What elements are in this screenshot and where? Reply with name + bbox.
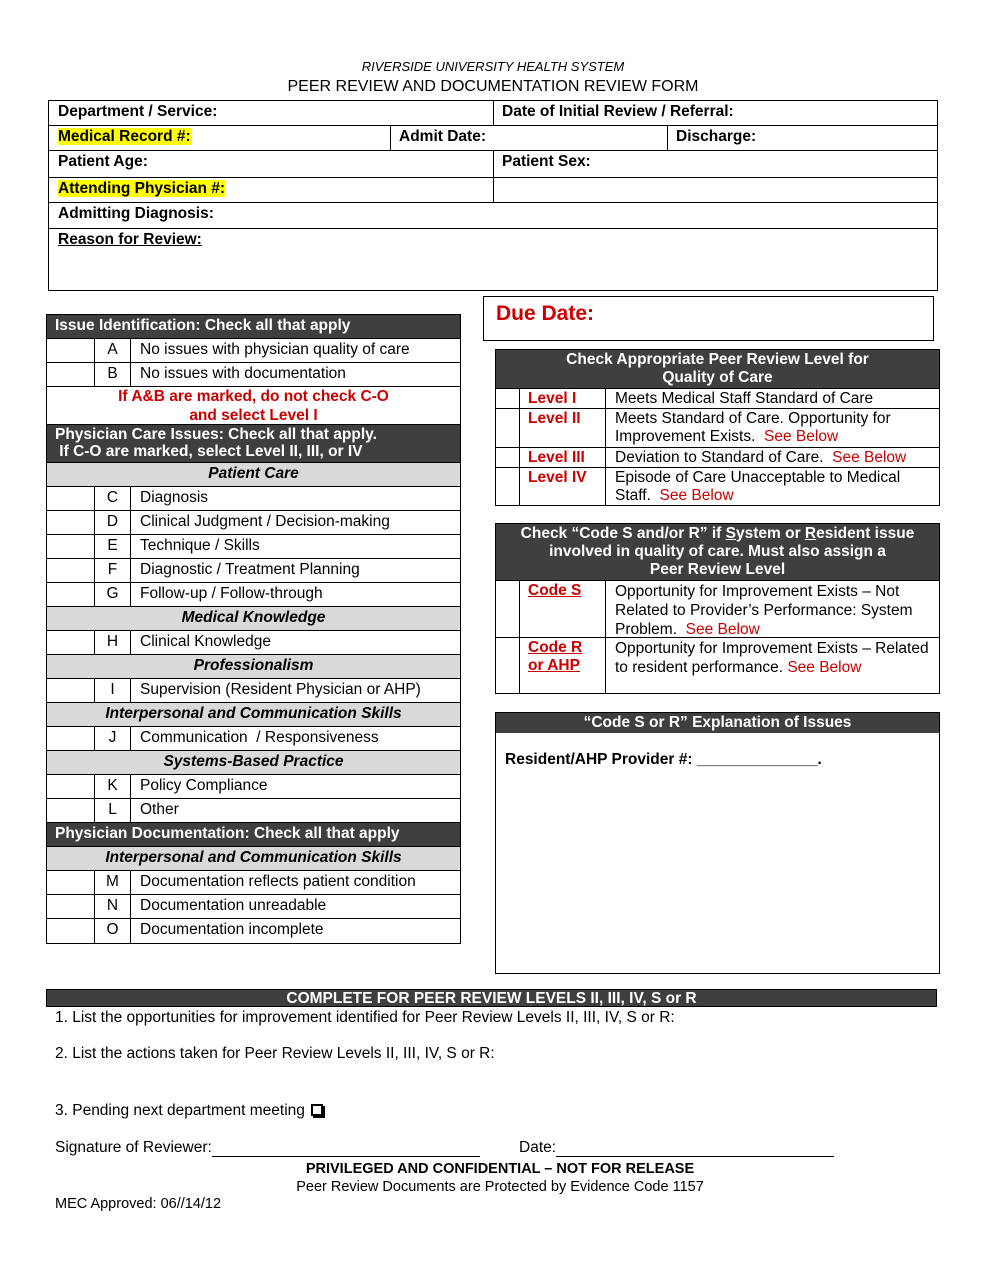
reason-for-review-label: Reason for Review: (58, 231, 202, 248)
level-row-1: Level I Meets Medical Staff Standard of Care (496, 388, 939, 408)
ab-warning: If A&B are marked, do not check C-O and select Level I (47, 387, 460, 425)
patient-care-subheader: Patient Care (47, 463, 460, 487)
checkbox-h[interactable] (47, 631, 95, 654)
systems-subheader: Systems-Based Practice (47, 751, 460, 775)
date-initial-review-label: Date of Initial Review / Referral: (502, 103, 734, 120)
checkbox-k[interactable] (47, 775, 95, 798)
professionalism-subheader: Professionalism (47, 655, 460, 679)
department-label: Department / Service: (58, 103, 218, 120)
patient-sex-label: Patient Sex: (502, 153, 591, 170)
discharge-label: Discharge: (676, 128, 757, 145)
checklist-row-j: J Communication / Responsiveness (47, 727, 460, 751)
checklist-row-n: N Documentation unreadable (47, 895, 460, 919)
checkbox-d[interactable] (47, 511, 95, 534)
code-s-row: Code S Opportunity for Improvement Exists – Not Related to Provider’s Performance: System Problem. See Below (496, 580, 939, 637)
physician-documentation-header: Physician Documentation: Check all that apply (47, 823, 460, 847)
admitting-diagnosis-label: Admitting Diagnosis: (58, 205, 214, 222)
checklist-row-e: E Technique / Skills (47, 535, 460, 559)
level-4-checkbox[interactable] (496, 468, 520, 505)
checkbox-j[interactable] (47, 727, 95, 750)
resident-provider-label: Resident/AHP Provider #: ______________. (505, 751, 822, 768)
level-1-checkbox[interactable] (496, 389, 520, 408)
checklist-row-h: H Clinical Knowledge (47, 631, 460, 655)
peer-review-level-table (495, 349, 940, 506)
explanation-box[interactable] (495, 712, 940, 974)
code-r-row: Code R or AHP Opportunity for Improvement Exists – Related to resident performance. See Below (496, 637, 939, 693)
checkbox-f[interactable] (47, 559, 95, 582)
pending-meeting-checkbox[interactable] (311, 1104, 323, 1116)
checklist-row-l: L Other (47, 799, 460, 823)
physician-care-header: Physician Care Issues: Check all that apply. If C-O are marked, select Level II, III, or IV (47, 425, 460, 463)
checklist-row-b: B No issues with documentation (47, 363, 460, 387)
checklist-row-f: F Diagnostic / Treatment Planning (47, 559, 460, 583)
checklist-row-c: C Diagnosis (47, 487, 460, 511)
checkbox-e[interactable] (47, 535, 95, 558)
date-field[interactable] (556, 1156, 834, 1157)
documentation-subheader: Interpersonal and Communication Skills (47, 847, 460, 871)
code-s-r-table (495, 523, 940, 694)
checkbox-l[interactable] (47, 799, 95, 822)
privileged-notice: PRIVILEGED AND CONFIDENTIAL – NOT FOR RELEASE (305, 1161, 695, 1177)
patient-age-label: Patient Age: (58, 153, 148, 170)
code-s-checkbox[interactable] (496, 581, 520, 637)
checklist-row-g: G Follow-up / Follow-through (47, 583, 460, 607)
attending-physician-label: Attending Physician #: (58, 180, 226, 197)
organization-name: RIVERSIDE UNIVERSITY HEALTH SYSTEM (361, 59, 625, 74)
level-3-checkbox[interactable] (496, 448, 520, 467)
protected-notice: Peer Review Documents are Protected by Evidence Code 1157 (296, 1179, 704, 1195)
issue-identification-header: Issue Identification: Check all that apply (47, 315, 460, 339)
medical-knowledge-subheader: Medical Knowledge (47, 607, 460, 631)
question-2: 2. List the actions taken for Peer Review Levels II, III, IV, S or R: (55, 1045, 495, 1062)
checkbox-i[interactable] (47, 679, 95, 702)
due-date-field[interactable]: Due Date: (483, 296, 934, 341)
signature-line: Signature of Reviewer: (55, 1139, 480, 1157)
checkbox-c[interactable] (47, 487, 95, 510)
level-row-2: Level II Meets Standard of Care. Opportunity for Improvement Exists. See Below (496, 408, 939, 447)
checklist-row-i: I Supervision (Resident Physician or AHP) (47, 679, 460, 703)
medical-record-label: Medical Record #: (58, 128, 191, 145)
checkbox-n[interactable] (47, 895, 95, 918)
checklist-row-a: A No issues with physician quality of care (47, 339, 460, 363)
level-row-3: Level III Deviation to Standard of Care. See Below (496, 447, 939, 467)
level-2-checkbox[interactable] (496, 409, 520, 447)
checkbox-m[interactable] (47, 871, 95, 894)
date-line: Date: (519, 1139, 834, 1157)
checklist-row-k: K Policy Compliance (47, 775, 460, 799)
form-title: PEER REVIEW AND DOCUMENTATION REVIEW FORM (287, 78, 699, 95)
checkbox-o[interactable] (47, 919, 95, 943)
interpersonal-subheader: Interpersonal and Communication Skills (47, 703, 460, 727)
checklist-row-d: D Clinical Judgment / Decision-making (47, 511, 460, 535)
checklist-row-o: O Documentation incomplete (47, 919, 460, 943)
checkbox-g[interactable] (47, 583, 95, 606)
code-r-checkbox[interactable] (496, 638, 520, 693)
explanation-header: “Code S or R” Explanation of Issues (496, 713, 939, 733)
question-3: 3. Pending next department meeting (55, 1102, 323, 1120)
checkbox-a[interactable] (47, 339, 95, 362)
checkbox-b[interactable] (47, 363, 95, 386)
signature-field[interactable] (212, 1156, 480, 1157)
code-s-r-header: Check “Code S and/or R” if System or Resident issue involved in quality of care. Must also assign a Peer Review Level (496, 524, 939, 580)
checklist-row-m: M Documentation reflects patient condition (47, 871, 460, 895)
admit-date-label: Admit Date: (399, 128, 486, 145)
question-1: 1. List the opportunities for improvement identified for Peer Review Levels II, III, IV, S or R: (55, 1009, 675, 1026)
patient-info-table (48, 100, 938, 291)
complete-section-bar: COMPLETE FOR PEER REVIEW LEVELS II, III, IV, S or R (46, 989, 937, 1007)
level-row-4: Level IV Episode of Care Unacceptable to Medical Staff. See Below (496, 467, 939, 505)
peer-review-level-header: Check Appropriate Peer Review Level for Quality of Care (496, 350, 939, 388)
mec-approved: MEC Approved: 06//14/12 (55, 1196, 222, 1212)
issue-identification-table (46, 314, 461, 944)
